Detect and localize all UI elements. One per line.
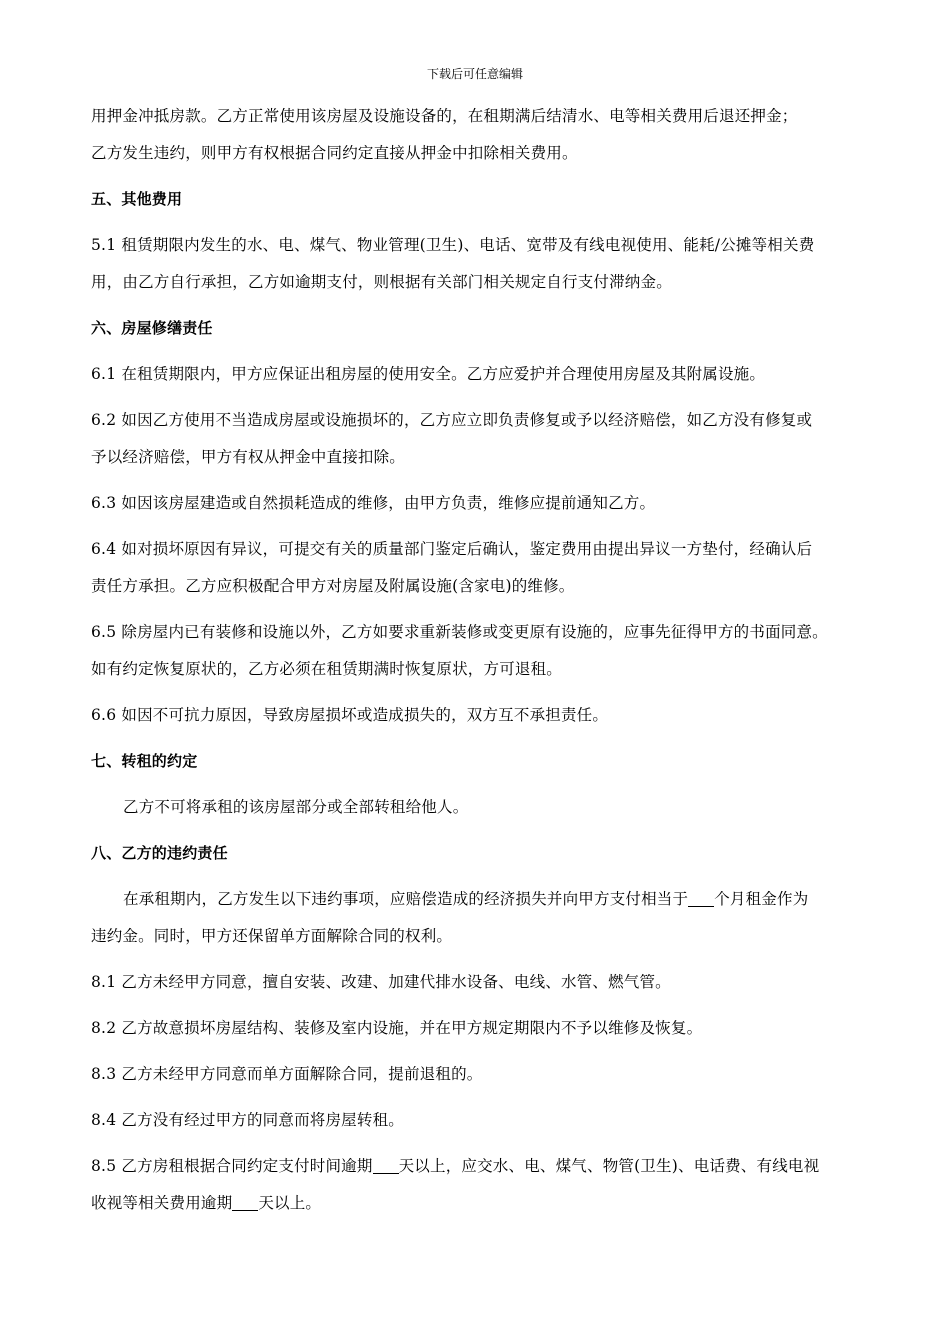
paragraph-line: 6.5 除房屋内已有装修和设施以外，乙方如要求重新装修或变更原有设施的，应事先征得甲方的书面同意。 bbox=[91, 623, 828, 641]
paragraph-6-6: 6.6 如因不可抗力原因，导致房屋损坏或造成损失的，双方互不承担责任。 bbox=[91, 706, 609, 724]
paragraph-line: 予以经济赔偿，甲方有权从押金中直接扣除。 bbox=[91, 448, 406, 466]
paragraph-8-2: 8.2 乙方故意损坏房屋结构、装修及室内设施，并在甲方规定期限内不予以维修及恢复。 bbox=[91, 1019, 703, 1037]
paragraph-7: 乙方不可将承租的该房屋部分或全部转租给他人。 bbox=[123, 798, 469, 816]
text-span: 天以上，应交水、电、煤气、物管(卫生)、电话费、有线电视 bbox=[398, 1157, 820, 1175]
paragraph-line bbox=[91, 1185, 871, 1222]
paragraph-8-1: 8.1 乙方未经甲方同意，擅自安装、改建、加建代排水设备、电线、水管、燃气管。 bbox=[91, 973, 671, 991]
paragraph-line: 6.2 如因乙方使用不当造成房屋或设施损坏的，乙方应立即负责修复或予以经济赔偿，如乙方没有修复或 bbox=[91, 411, 813, 429]
paragraph-8-4: 8.4 乙方没有经过甲方的同意而将房屋转租。 bbox=[91, 1111, 404, 1129]
paragraph-line: 如有约定恢复原状的，乙方必须在租赁期满时恢复原状，方可退租。 bbox=[91, 660, 563, 678]
paragraph-line: 用押金冲抵房款。乙方正常使用该房屋及设施设备的，在租期满后结清水、电等相关费用后退还押金； bbox=[91, 107, 798, 125]
section-heading-7: 七、转租的约定 bbox=[91, 752, 198, 770]
paragraph-deposit bbox=[91, 98, 871, 172]
section-heading-6: 六、房屋修缮责任 bbox=[91, 319, 213, 337]
paragraph-line: 违约金。同时，甲方还保留单方面解除合同的权利。 bbox=[91, 927, 453, 945]
text-span: 8.5 乙方房租根据合同约定支付时间逾期 bbox=[91, 1157, 373, 1175]
paragraph-8 bbox=[91, 881, 871, 955]
paragraph-6-3: 6.3 如因该房屋建造或自然损耗造成的维修，由甲方负责，维修应提前通知乙方。 bbox=[91, 494, 656, 512]
document-body bbox=[91, 98, 871, 1231]
page-header: 下载后可任意编辑 bbox=[426, 67, 523, 81]
paragraph-line bbox=[91, 881, 871, 918]
text-span: 在承租期内，乙方发生以下违约事项，应赔偿造成的经济损失并向甲方支付相当于 bbox=[123, 890, 689, 908]
paragraph-line: 6.4 如对损坏原因有异议，可提交有关的质量部门鉴定后确认，鉴定费用由提出异议一方垫付，经确认后 bbox=[91, 540, 813, 558]
paragraph-5-1 bbox=[91, 227, 871, 301]
paragraph-8-3: 8.3 乙方未经甲方同意而单方面解除合同，提前退租的。 bbox=[91, 1065, 483, 1083]
text-span: 天以上。 bbox=[258, 1194, 322, 1212]
fill-in-blank bbox=[232, 1196, 258, 1211]
paragraph-line: 用，由乙方自行承担，乙方如逾期支付，则根据有关部门相关规定自行支付滞纳金。 bbox=[91, 273, 672, 291]
paragraph-6-1: 6.1 在租赁期限内，甲方应保证出租房屋的使用安全。乙方应爱护并合理使用房屋及其附属设施。 bbox=[91, 365, 766, 383]
paragraph-line bbox=[91, 1148, 871, 1185]
paragraph-6-5 bbox=[91, 614, 871, 688]
paragraph-line: 乙方发生违约，则甲方有权根据合同约定直接从押金中扣除相关费用。 bbox=[91, 144, 578, 162]
fill-in-blank bbox=[688, 892, 714, 907]
fill-in-blank bbox=[373, 1159, 399, 1174]
text-span: 个月租金作为 bbox=[714, 890, 809, 908]
section-heading-5: 五、其他费用 bbox=[91, 190, 183, 208]
paragraph-line: 责任方承担。乙方应积极配合甲方对房屋及附属设施(含家电)的维修。 bbox=[91, 577, 575, 595]
text-span: 收视等相关费用逾期 bbox=[91, 1194, 233, 1212]
paragraph-8-5 bbox=[91, 1148, 871, 1222]
paragraph-6-2 bbox=[91, 402, 871, 476]
paragraph-line: 5.1 租赁期限内发生的水、电、煤气、物业管理(卫生)、电话、宽带及有线电视使用、能耗/公摊等相关费 bbox=[91, 236, 815, 254]
section-heading-8: 八、乙方的违约责任 bbox=[91, 844, 228, 862]
paragraph-6-4 bbox=[91, 531, 871, 605]
